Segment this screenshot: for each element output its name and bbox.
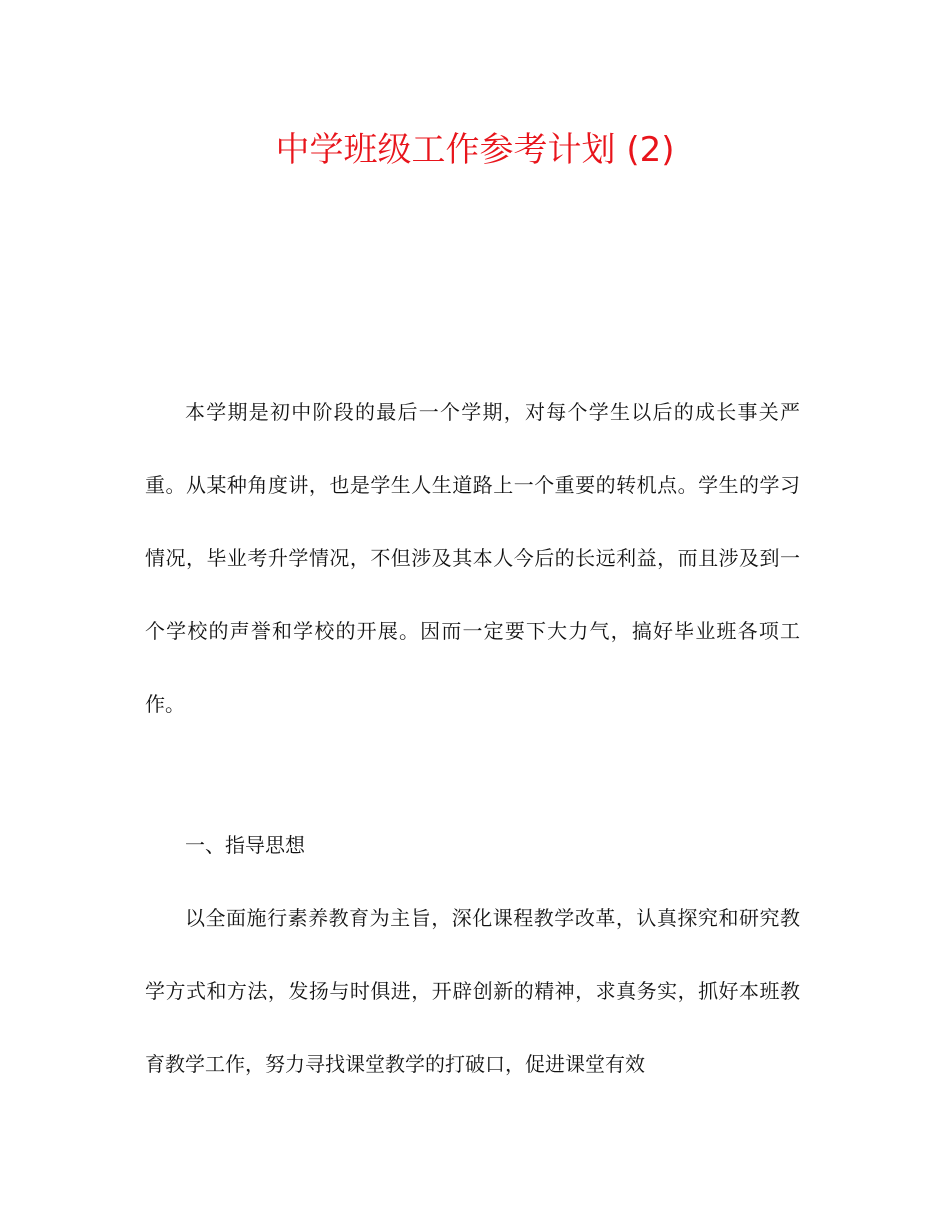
section-heading-guiding-thought: 一、指导思想 bbox=[185, 833, 305, 857]
paragraph-guiding-thought: 以全面施行素养教育为主旨，深化课程教学改革，认真探究和研究教学方式和方法，发扬与时俱进，开辟创新的精神，求真务实，抓好本班教育教学工作，努力寻找课堂教学的打破口，促进课堂有效 bbox=[145, 906, 800, 1076]
document-title: 中学班级工作参考计划 (2) bbox=[275, 130, 675, 170]
paragraph-intro: 本学期是初中阶段的最后一个学期，对每个学生以后的成长事关严重。从某种角度讲，也是学生人生道路上一个重要的转机点。学生的学习情况，毕业考升学情况，不但涉及其本人今后的长远利益，而且涉及到一个学校的声誉和学校的开展。因而一定要下大力气，搞好毕业班各项工作。 bbox=[145, 400, 800, 716]
